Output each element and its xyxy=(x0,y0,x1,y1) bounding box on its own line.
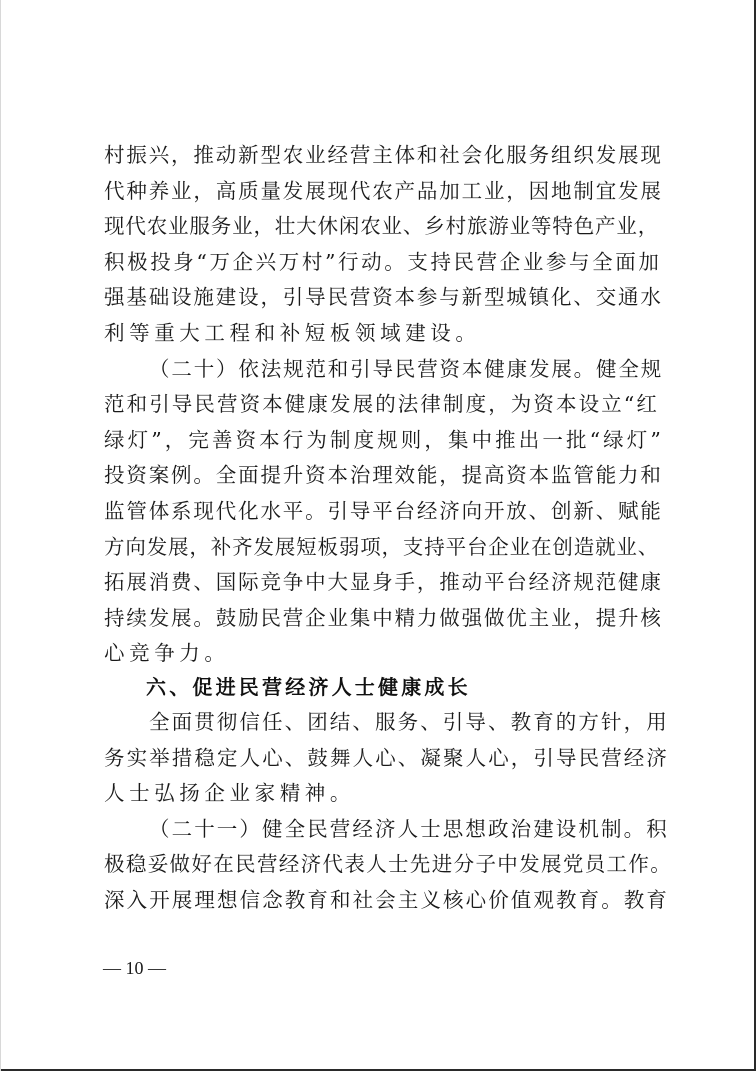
text-line: 积极投身“万企兴万村”行动。支持民营企业参与全面加 xyxy=(104,249,662,274)
text-line: 拓展消费、国际竞争中大显身手，推动平台经济规范健康 xyxy=(104,570,663,595)
text-line: 极稳妥做好在民营经济代表人士先进分子中发展党员工作。 xyxy=(104,852,673,877)
body-text-lower xyxy=(104,705,674,919)
text-line: 现代农业服务业，壮大休闲农业、乡村旅游业等特色产业， xyxy=(104,214,660,239)
text-line: 强基础设施建设，引导民营资本参与新型城镇化、交通水 xyxy=(104,285,663,310)
text-line: 深入开展理想信念教育和社会主义核心价值观教育。教育 xyxy=(104,887,669,912)
page-edge xyxy=(0,0,1,1071)
page-number: — 10 — xyxy=(103,958,166,978)
text-line: 村振兴，推动新型农业经营主体和社会化服务组织发展现 xyxy=(104,143,663,167)
text-line: 利等重大工程和补短板领域建设。 xyxy=(104,320,481,345)
text-line: 范和引导民营资本健康发展的法律制度，为资本设立“红 xyxy=(104,392,659,417)
body-text-upper xyxy=(104,138,664,672)
text-line: 务实举措稳定人心、鼓舞人心、凝聚人心，引导民营经济 xyxy=(104,745,669,770)
text-line-indented: （二十一）健全民营经济人士思想政治建设机制。积 xyxy=(149,816,669,841)
text-line-indented: （二十）依法规范和引导民营资本健康发展。健全规 xyxy=(149,356,664,381)
text-line: 代种养业，高质量发展现代农产品加工业，因地制宜发展 xyxy=(104,178,663,203)
text-line-indented: 全面贯彻信任、团结、服务、引导、教育的方针，用 xyxy=(149,710,669,734)
text-line: 心竞争力。 xyxy=(104,641,230,666)
text-line: 监管体系现代化水平。引导平台经济向开放、创新、赋能 xyxy=(104,498,663,523)
text-line: 绿灯”，完善资本行为制度规则，集中推出一批“绿灯” xyxy=(104,427,664,452)
section-heading: 六、促进民营经济人士健康成长 xyxy=(146,675,471,699)
text-line: 人士弘扬企业家精神。 xyxy=(104,781,355,806)
text-line: 投资案例。全面提升资本治理效能，提高资本监管能力和 xyxy=(104,463,663,488)
text-line: 方向发展，补齐发展短板弱项，支持平台企业在创造就业、 xyxy=(104,534,660,559)
text-line: 持续发展。鼓励民营企业集中精力做强做优主业，提升核 xyxy=(104,605,663,630)
